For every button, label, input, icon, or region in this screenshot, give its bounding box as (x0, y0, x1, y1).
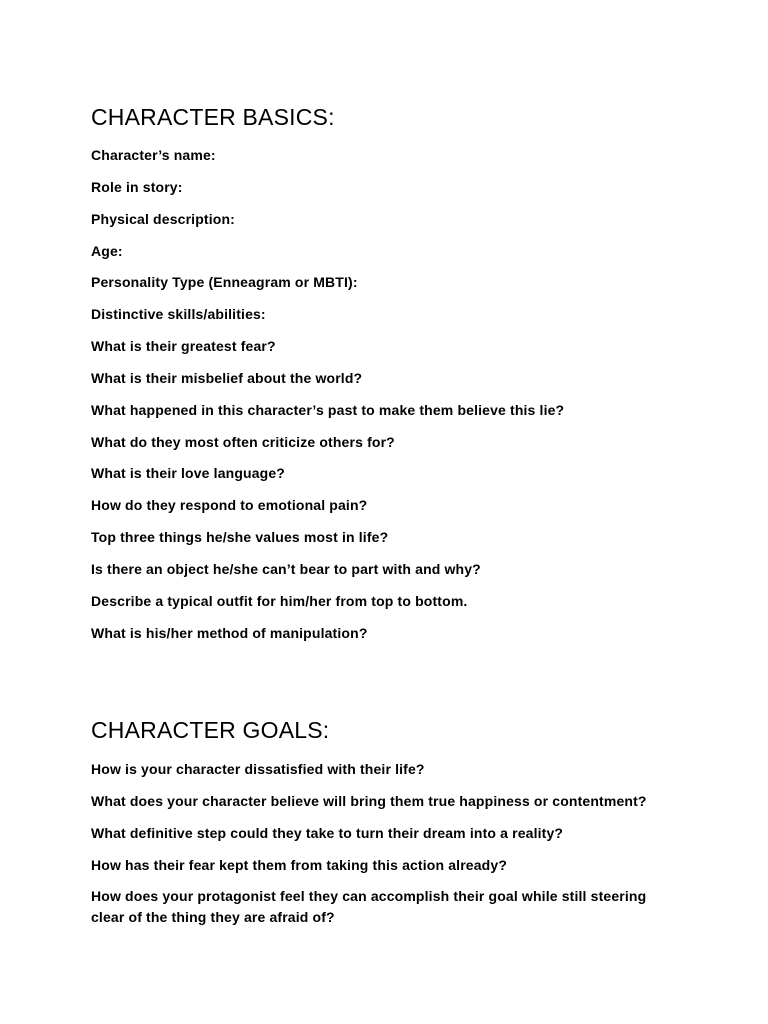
goals-item-accomplish-goal: How does your protagonist feel they can accomplish their goal while still steering clear of the thing they are afraid of? (91, 888, 647, 926)
goals-item-fear-action: How has their fear kept them from taking this action already? (91, 856, 508, 873)
goals-item-happiness: What does your character believe will bring them true happiness or contentment? (91, 792, 647, 809)
basics-item-object: Is there an object he/she can’t bear to part with and why? (91, 560, 481, 577)
basics-item-love-language: What is their love language? (91, 465, 286, 482)
basics-item-greatest-fear: What is their greatest fear? (91, 338, 276, 355)
basics-item-outfit: Describe a typical outfit for him/her from top to bottom. (91, 592, 468, 609)
basics-item-emotional-pain: How do they respond to emotional pain? (91, 497, 368, 514)
basics-item-criticism: What do they most often criticize others for? (91, 433, 395, 450)
character-basics-list (91, 145, 691, 655)
basics-item-physical-description: Physical description: (91, 210, 235, 227)
basics-item-values: Top three things he/she values most in life? (91, 529, 389, 546)
character-basics-heading: CHARACTER BASICS: (91, 104, 335, 130)
basics-item-skills: Distinctive skills/abilities: (91, 306, 266, 323)
goals-item-dissatisfied: How is your character dissatisfied with their life? (91, 761, 425, 777)
goals-item-definitive-step: What definitive step could they take to turn their dream into a reality? (91, 824, 564, 841)
character-goals-list (91, 759, 691, 939)
basics-item-manipulation: What is his/her method of manipulation? (91, 624, 368, 641)
character-goals-heading: CHARACTER GOALS: (91, 717, 330, 743)
basics-item-role: Role in story: (91, 178, 183, 195)
basics-item-personality-type: Personality Type (Enneagram or MBTI): (91, 274, 358, 291)
basics-item-misbelief: What is their misbelief about the world? (91, 369, 363, 386)
basics-item-past-event: What happened in this character’s past to make them believe this lie? (91, 401, 565, 418)
basics-item-name: Character’s name: (91, 147, 216, 163)
basics-item-age: Age: (91, 242, 123, 259)
